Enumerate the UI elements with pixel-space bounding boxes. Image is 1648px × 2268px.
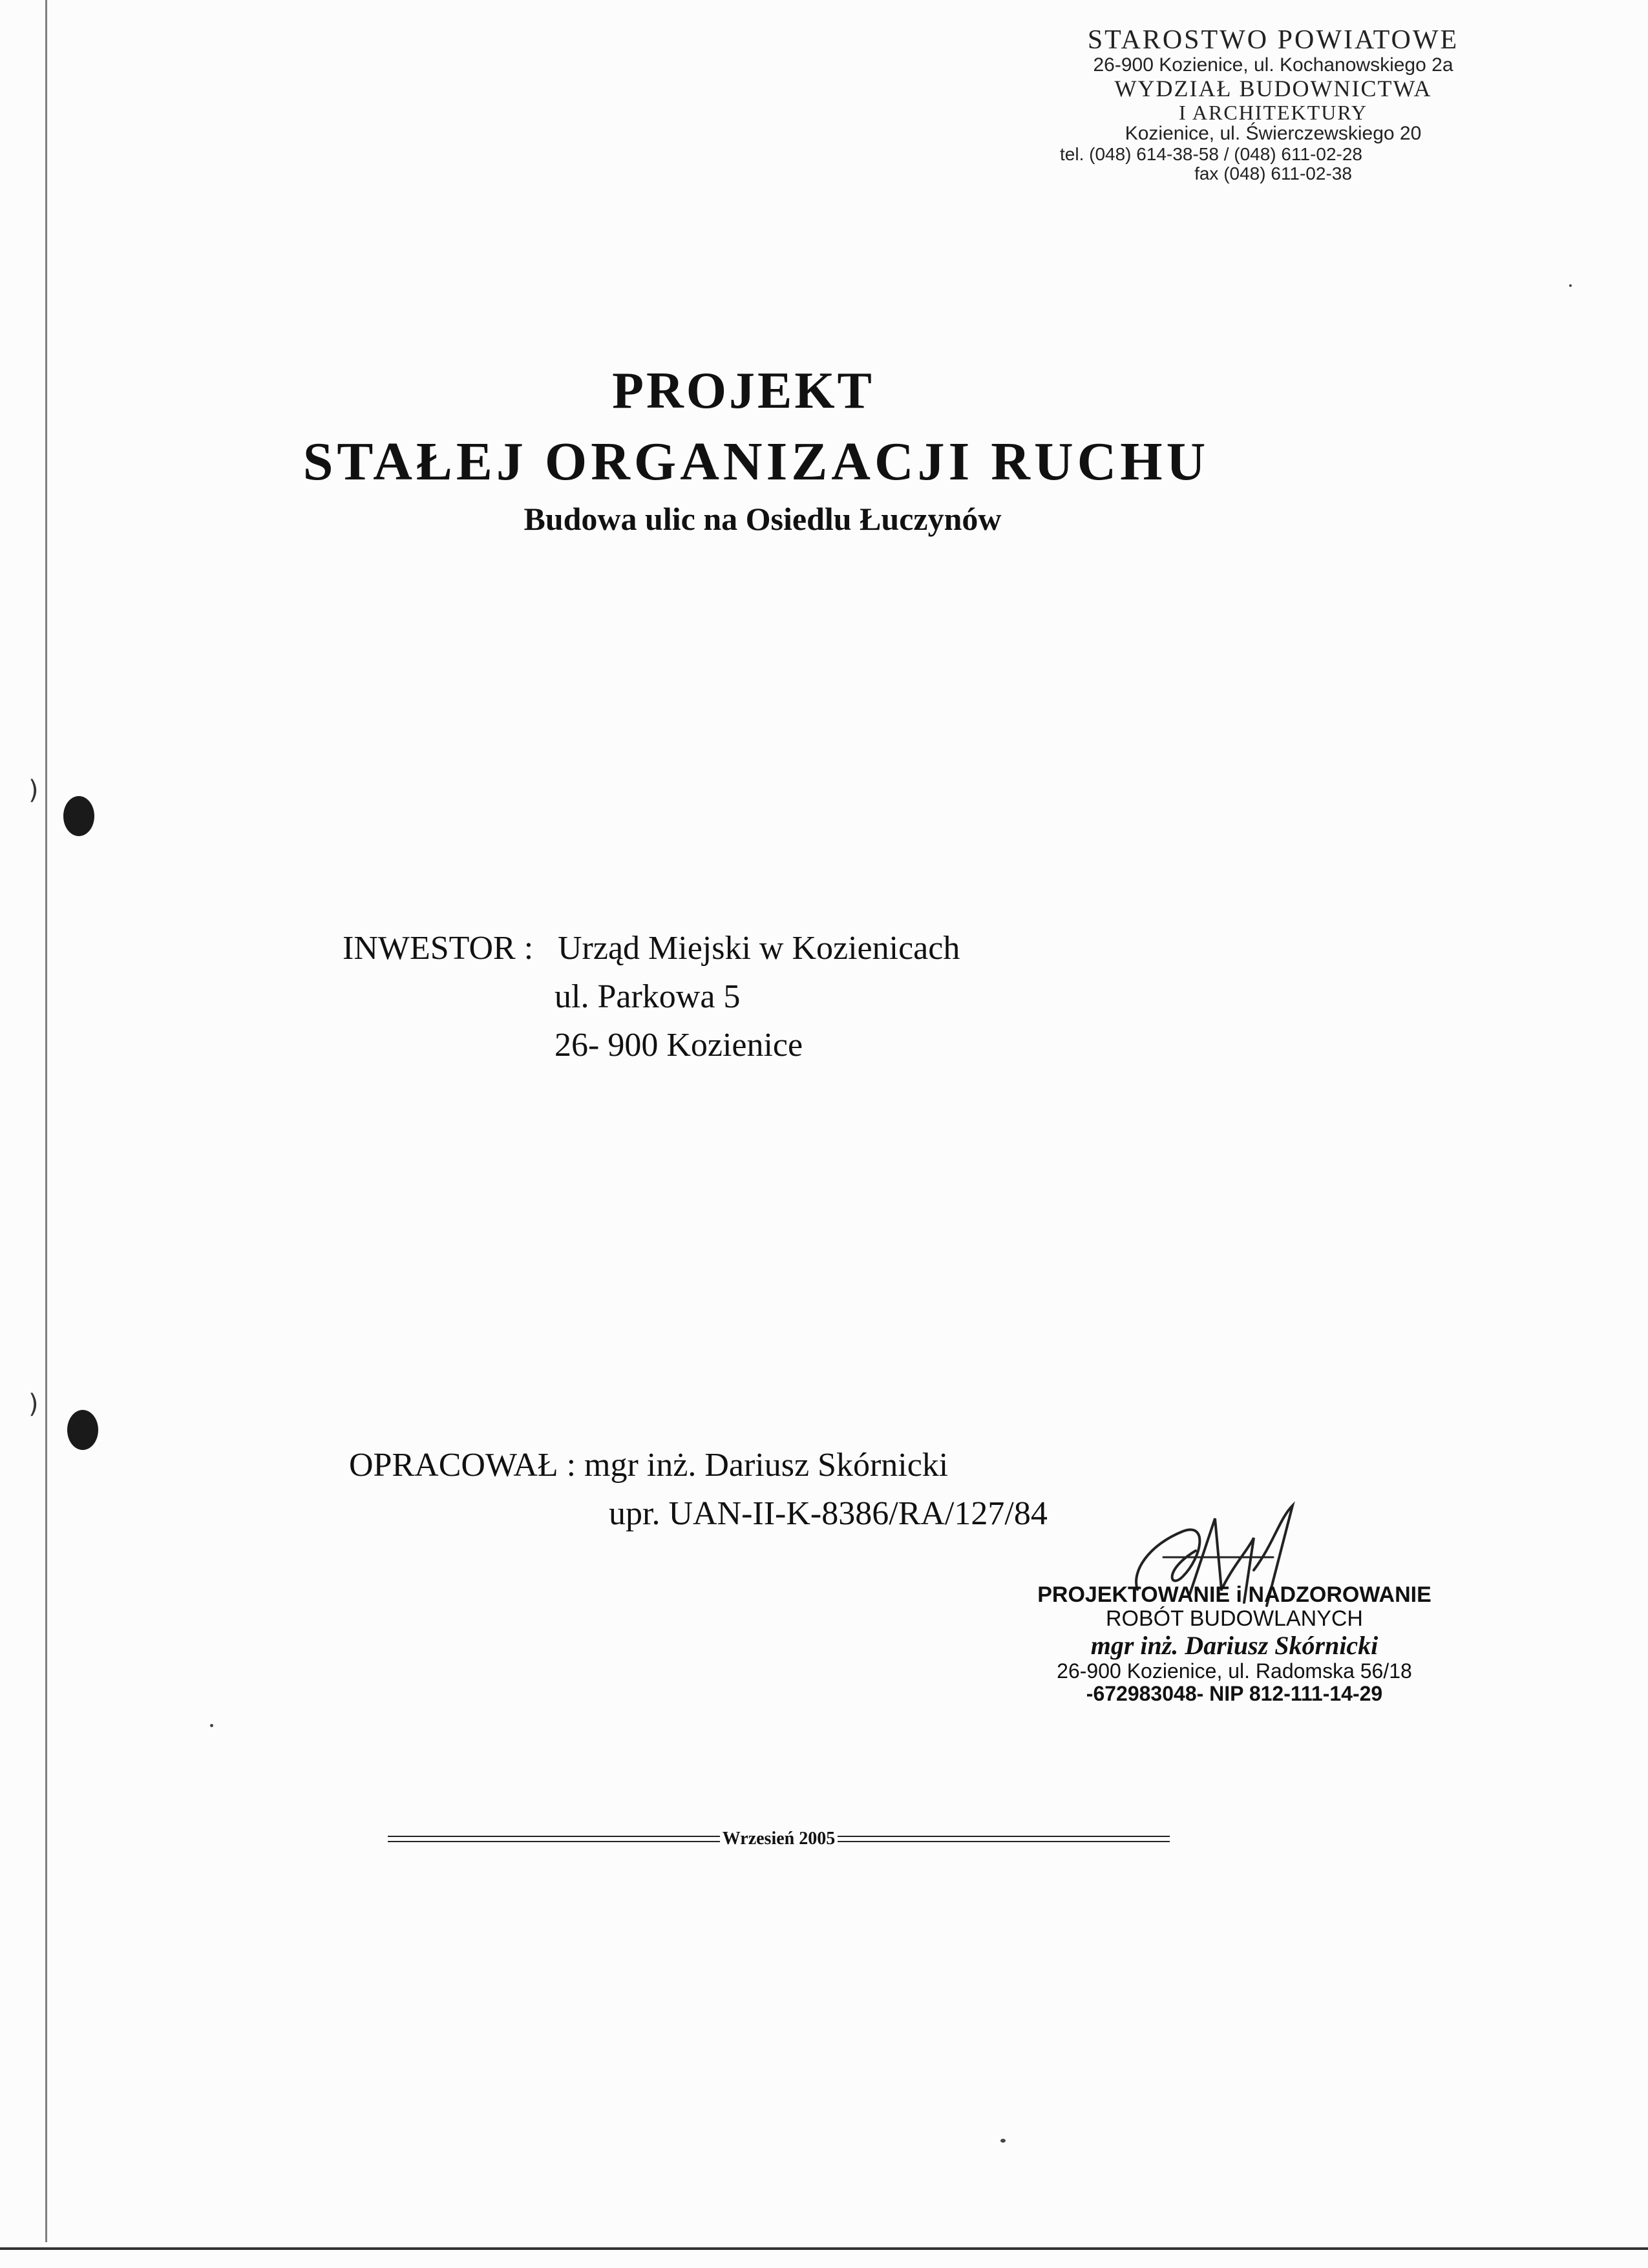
bottom-edge-line [0, 2247, 1648, 2250]
binding-edge-line [45, 0, 47, 2242]
double-rule-left [388, 1836, 720, 1842]
office-stamp-line: 26-900 Kozienice, ul. Kochanowskiego 2a [1093, 54, 1453, 76]
company-stamp-line: ROBÓT BUDOWLANYCH [1106, 1606, 1363, 1632]
office-stamp-line: STAROSTWO POWIATOWE [1087, 25, 1459, 55]
author-block [349, 1441, 1048, 1538]
date-footer [388, 1826, 1170, 1852]
office-stamp-line: tel. (048) 614-38-58 / (048) 611-02-28 [1060, 143, 1362, 164]
office-stamp [1041, 26, 1506, 184]
office-stamp-line: fax (048) 611-02-38 [1194, 163, 1352, 184]
document-title: PROJEKT [612, 362, 874, 419]
scan-speck [210, 1724, 213, 1727]
company-stamp-line: PROJEKTOWANIE i NADZOROWANIE [1037, 1582, 1431, 1607]
author-label: OPRACOWAŁ : [349, 1447, 576, 1484]
double-rule-right [838, 1836, 1170, 1842]
staple-mark: ) [28, 1389, 39, 1419]
scan-speck [1000, 2139, 1006, 2143]
investor-label: INWESTOR : [343, 930, 534, 967]
document-title-main: STAŁEJ ORGANIZACJI RUCHU [302, 432, 1210, 492]
author-name: mgr inż. Dariusz Skórnicki [584, 1447, 949, 1484]
punch-hole [67, 1410, 98, 1450]
investor-city: 26- 900 Kozienice [555, 1027, 803, 1064]
investor-street: ul. Parkowa 5 [555, 978, 741, 1015]
company-stamp-line: -672983048- NIP 812-111-14-29 [1086, 1681, 1383, 1705]
office-stamp-line: I ARCHITEKTURY [1179, 100, 1368, 124]
company-stamp [1034, 1583, 1435, 1705]
document-subtitle: Budowa ulic na Osiedlu Łuczynów [523, 501, 1002, 537]
office-stamp-line: Kozienice, ul. Świerczewskiego 20 [1125, 123, 1422, 145]
company-stamp-line: 26-900 Kozienice, ul. Radomska 56/18 [1057, 1659, 1412, 1683]
investor-name: Urząd Miejski w Kozienicach [558, 930, 960, 967]
company-stamp-line: mgr inż. Dariusz Skórnicki [1090, 1630, 1379, 1660]
author-license: upr. UAN-II-K-8386/RA/127/84 [609, 1495, 1048, 1532]
document-date: Wrzesień 2005 [722, 1829, 836, 1849]
punch-hole [63, 796, 94, 836]
staple-mark: ) [28, 775, 39, 805]
investor-block [343, 924, 960, 1069]
office-stamp-line: WYDZIAŁ BUDOWNICTWA [1114, 75, 1432, 101]
scan-speck [1569, 284, 1572, 287]
